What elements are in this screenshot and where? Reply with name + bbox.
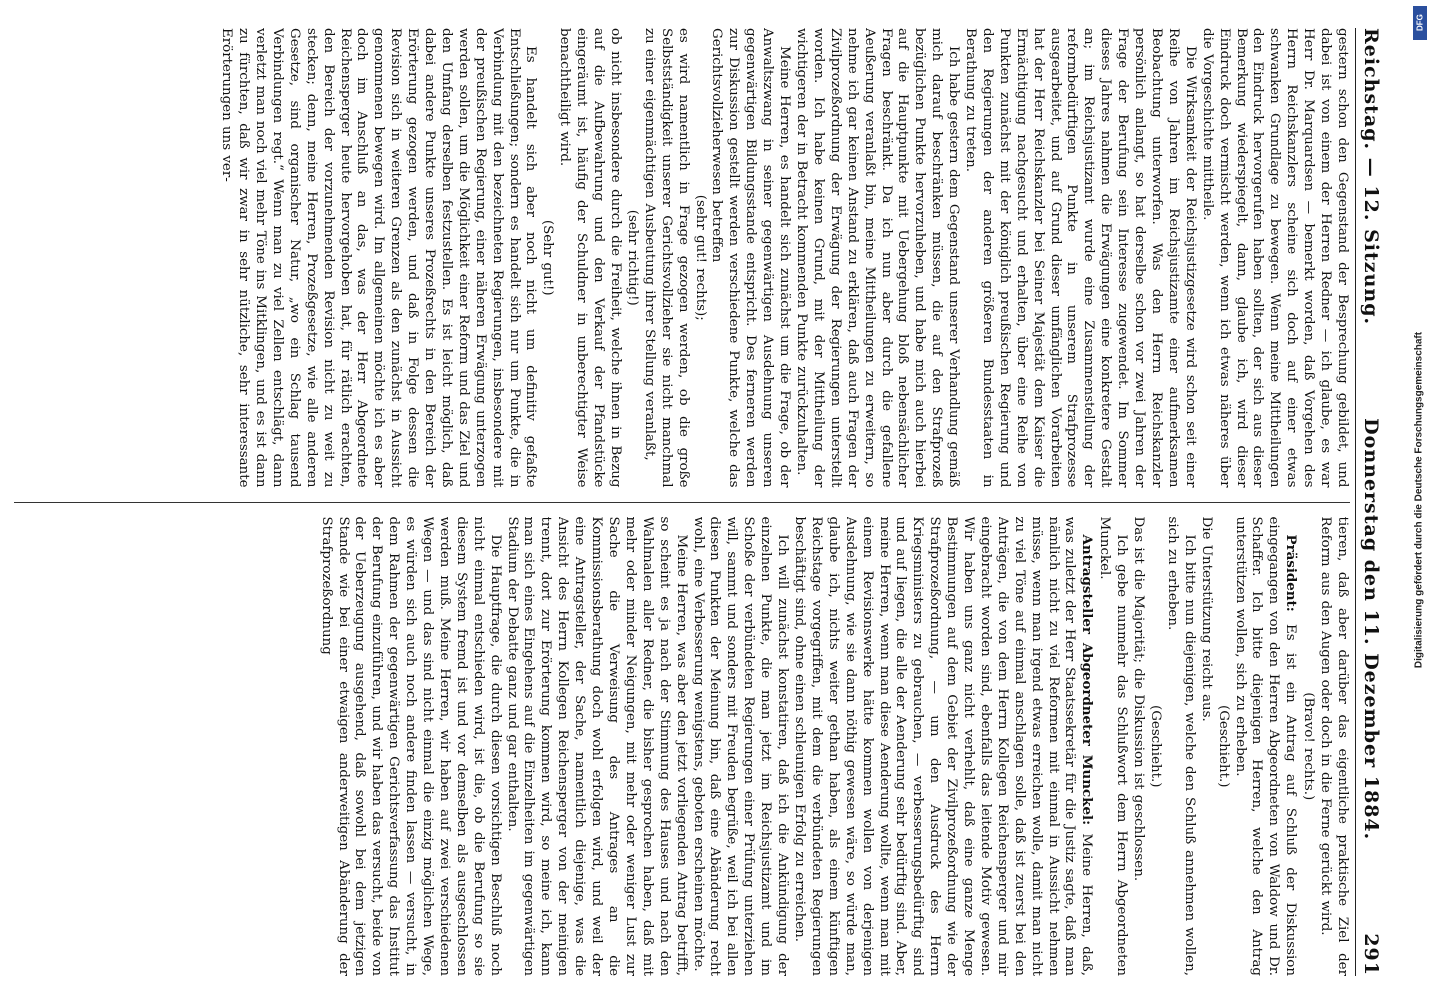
paragraph: Die Wirksamkeit der Reichsjustizgesetze wird schon seit einer Reihe von Jahren im Reichsjustizamte einer aufmerksamen Beobachtung unterworfen. Was den Herrn Reichskanzler persönlich anlangt, so hat derselbe schon vor zwei Jahren der Frage der Berufung sein Interesse zugewendet. Im Sommer dieses Jahres nahmen die Erwägungen eine konkretere Gestalt an; im Reichsjustizamt wurde eine Zusammenstellung der reformbedürftigen Punkte in unserem Strafprozesse ausgearbeitet, und auf Grund dieser umfänglichen Vorarbeiten hat der Herr Reichskanzler bei Seiner Majestät dem Kaiser die Ermächtigung nachgesucht und erhalten, über eine Reihe von Punkten zunächst mit der königlich preußischen Regierung und den Regierungen der anderen größeren Bundesstaaten in Berathung zu treten. (963, 28, 1198, 488)
digitization-note: Digitalisierung gefördert durch die Deutsche Forschungsgemeinschaft (1413, 331, 1425, 669)
paragraph: Ich bitte nun diejenigen, welche den Schluß annehmen wollen, sich zu erheben. (1164, 516, 1197, 976)
parenthetical-remark: (Geschieht.) (1148, 704, 1164, 788)
paragraph (790, 517, 1095, 977)
paragraph: Ich habe gestern dem Gegenstand unserer Verhandlung gemäß mich darauf beschränken müssen, die auf den Strafprozeß bezüglichen Punkte hervorzuheben, und habe mich auch hierbei auf die Hauptpunkte mit Uebergehung bloß nebensächlicher Fragen beschränkt. Da ich nun aber durch die gefallene Aeußerung veranlaßt bin, meine Mittheilungen zu erweitern, so nehme ich gar keinen Anstand zu erklären, daß auch Fragen der Zivilprozeßordnung der Erwägung der Regierungen unterstellt worden. Ich habe keinen Grund, mit der Mittheilung der wichtigeren der in Betracht kommenden Punkte zurückzuhalten. (794, 28, 962, 488)
paragraph: es wird namentlich in Frage gezogen werden, ob die große Selbstständigkeit unserer Gerichtsvollzieher sie nicht manchmal zu einer eigenmächtigen Ausbeutung ihrer Stellung veranlaßt, (641, 28, 691, 488)
paragraph: Das ist die Majorität; die Diskussion ist geschlossen. (1131, 516, 1147, 882)
paragraph (1231, 517, 1300, 977)
paragraph: Die Hauptfrage, die durch diesen vorsichtigen Beschluß noch nicht einmal entschieden wird, ist die, ob die Berufung so sie diesem System fremd ist und vor demselben als ausgeschlossen werden muß. Meine Herren, wir haben auf zwei verschiedenen Wegen — und das sind nicht einmal die einzig möglichen Wege, es würden sich auch noch andere finden lassen — versucht, in dem Rahmen der gegenwärtigen Gerichtsverfassung das Institut der Berufung einzuführen, und wir haben das versucht, beide von der Ueberzeugung ausgehend, daß sowohl bei dem jetzigen Stande wie bei einer etwaigen anderweitigen Abänderung der Strafprozeßordnung (318, 516, 503, 976)
paragraph: gestern schon den Gegenstand der Besprechung gebildet, und dabei ist von einem der Herren Redner — ich glaube, es war Herr Dr. Marquardsen — bemerkt worden, daß Vorgehen des Herrn Reichskanzlers scheine sich doch auf einer etwas schwanken Grundlage zu bewegen. Wenn meine Mittheilungen den Eindruck hervorgerufen haben sollten, der sich aus dieser Bemerkung wiederspiegelt, dann, glaube ich, wird dieser Eindruck doch vermischt werden, wenn ich etwas näheres über die Vorgeschichte mittheile. (1199, 28, 1350, 488)
paragraph: Meine Herren, es handelt sich zunächst um die Frage, ob der Anwaltszwang in seiner gegenwärtigen Ausdehnung unseren gegenwärtigen Bildungsstande entspricht. Des ferneren werden zur Diskussion gestellt werden verschiedene Punkte, welche das Gerichtsvollzieherwesen betreffen (709, 28, 793, 488)
text-columns (14, 28, 1350, 976)
paragraph: ob nicht insbesondere durch die Freiheit, welche ihnen in Bezug auf die Aufbewahrung und den Verkauf der Pfandstücke eingeräumt ist, häufig der Schuldner in unberechtigter Weise benachtheiligt wird. (557, 28, 624, 488)
speaker-name: Antragsteller Abgeordneter Munckel: (1079, 534, 1096, 826)
speaker-name: Präsident: (1283, 534, 1300, 612)
paragraph: Es handelt sich aber noch nicht um definitiv gefaßte Entschließungen; sondern es handelt sich nur um Punkte, die in Verbindung mit den bezeichneten Regierungen, insbesondere mit der preußischen Regierung, einer näheren Erwägung unterzogen werden sollen, um die Möglichkeit einer Reform und das Ziel und den Umfang derselben festzustellen. Es ist leicht möglich, daß dabei andere Punkte unseres Prozeßrechts in den Bereich der Erörterung gezogen werden, und daß in Folge dessen die Revision sich in weiteren Grenzen als den zunächst in Aussicht genommenen bewegen wird. Im allgemeinen möchte ich es aber doch im Anschluß an das, was der Herr Abgeordnete Reichensperger heute hervorgehoben hat, für rätlich erachten, den Bereich der vorzunehmenden Revision nicht zu weit zu stecken; denn, meine Herren, Prozeßgesetze, wie alle anderen Gesetze, sind organischer Natur, „wo ein Schlag tausend Verbindungen regt.“ Wenn man zu viel Zellen entschlägt, dann verletzt man noch viel mehr Töne ins Mitklingen, und es ist dann zu fürchten, daß wir zwar in sehr nützliche, sehr interessante Erörterungen uns ver- (219, 28, 539, 488)
speech-text: Meine Herren, daß, was zuletzt der Herr Staatssekretär für die Justiz sagte, daß man nämlich nicht zu viel Reformen mit einmal in Aussicht nehmen müsse, wenn man irgend etwas erreichen wolle, damit man nicht zu viel Töne auf einmal anschlagen solle, daß ist zuerst bei den Anträgen, die von dem Herrn Kollegen Reichensperger und mir eingebracht worden sind, ebenfalls das leitende Motiv gewesen. Wir haben uns ganz nicht verhehlt, daß eine ganze Menge Bestimmungen auf dem Gebiet der Zivilprozeßordnung wie der Strafprozeßordnung, — um den Ausdruck des Herrn Kriegsministers zu gebrauchen, — verbesserungsbedürftig sind und auf liegen, die alle der Aenderung sehr bedürftig sind. Aber, meine Herren, wenn man diese Aenderung wollte, wenn man mit einem Revisionswerke hätte kommen wollen von derjenigen Ausdehnung, wie sie dann nöthig gewesen wäre, so würde man, glaube ich, nichts weiter gethan haben, als einem künftigen Reichstage vorgegriffen, mit dem die verbündeten Regierungen beschäftigt sind, ohne einen schleunigen Erfolg zu erreichen. (792, 516, 1095, 976)
parenthetical-remark: (Sehr gut!) (540, 219, 556, 296)
header-left: Reichstag. — 12. Sitzung. (1360, 28, 1382, 326)
dfg-logo: DFG (1413, 6, 1427, 40)
paragraph: Ich will zunächst konstatiren, daß ich die Ankündigung der einzelnen Punkte, die man jetzt im Reichsjustizamt und im Schoße der verbündeten Regierungen einer Prüfung unterziehen will, sammt und sonders mit Freuden begrüße, weil ich bei allen diesen Punkten der Meinung bin, daß eine Abänderung recht wohl, eine Verbesserung wenigstens, geboten erscheinen möchte. (690, 516, 791, 976)
right-column (14, 517, 1350, 977)
parenthetical-remark: (Bravo! rechts.) (1301, 692, 1317, 801)
parenthetical-remark: (sehr gut! rechts); (692, 194, 708, 321)
paragraph: tieren, daß aber darüber das eigentliche praktische Ziel der Reform aus den Augen oder doch in die Ferne gerückt wird. (1318, 516, 1350, 976)
header-date: Donnerstag den 11. Dezember 1884. (1360, 418, 1382, 841)
parenthetical-remark: (Geschieht.) (1215, 704, 1231, 788)
page-header (1355, 28, 1386, 976)
speech-text: Es ist ein Antrag auf Schluß der Diskussion eingegangen von den Herren Abgeordneten von Waldow und Dr. Schaffer. Ich bitte diejenigen Herren, welche den Antrag unterstützen wollen, sich zu erheben. (1232, 516, 1299, 976)
left-column (14, 28, 1350, 488)
column-divider (14, 502, 1350, 503)
paragraph: Die Unterstützung reicht aus. (1198, 516, 1214, 722)
paragraph: Ich gebe nunmehr das Schlußwort dem Herrn Abgeordneten Munckel. (1097, 516, 1130, 976)
page-number: 291 (1360, 933, 1382, 976)
parenthetical-remark: (sehr richtig!) (624, 209, 640, 306)
paragraph: Meine Herren, was aber den jetzt vorliegenden Antrag betrifft, so scheint es ja nach der Stimmung des Hauses und nach den Wahlmalen aller Redner, die bisher gesprochen haben, daß mit mehr oder minder Neigungen, mit mehr oder weniger Lust zur Sache die Verweisung des Antrages an die Kommissionsberathung doch wohl erfolgen wird, und weil der eine Antragsteller, der Sache, namentlich diejenige, was die Ansicht des Herrn Kollegen Reichensperger von der meinigen trennt, dort zur Erörterung kommen wird, so meine ich, kann man sich eines Eingehens auf die Einzelheiten im gegenwärtigen Stadium der Debatte ganz und gar enthalten. (504, 516, 689, 976)
digitization-stamp (1408, 0, 1430, 1000)
